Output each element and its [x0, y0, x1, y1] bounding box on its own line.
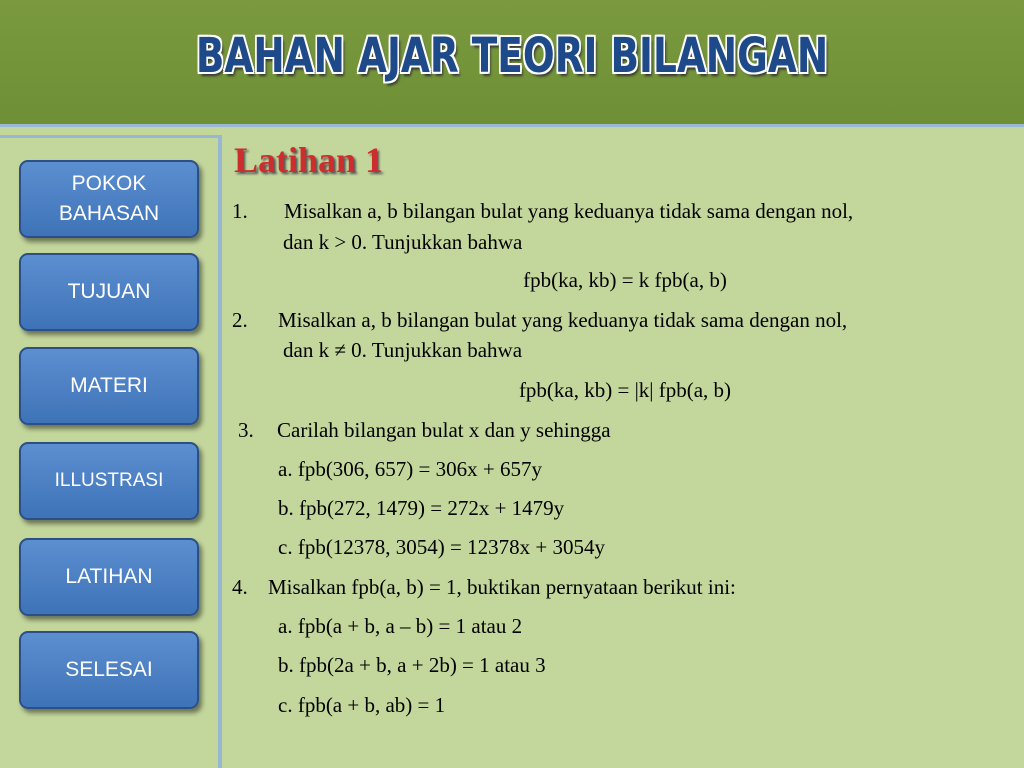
nav-button-tujuan[interactable] — [19, 253, 199, 331]
question-number: 1. — [232, 199, 248, 223]
question-text: Carilah bilangan bulat x dan y sehingga — [277, 418, 611, 442]
nav-button-pokok-bahasan[interactable] — [19, 160, 199, 238]
sidebar — [0, 135, 222, 768]
formula: fpb(ka, kb) = k fpb(a, b) — [523, 268, 727, 292]
nav-button-selesai[interactable] — [19, 631, 199, 709]
nav-button-materi[interactable] — [19, 347, 199, 425]
sub-question: c. fpb(12378, 3054) = 12378x + 3054y — [278, 535, 605, 559]
sub-question: b. fpb(2a + b, a + 2b) = 1 atau 3 — [278, 653, 546, 677]
nav-button-latihan[interactable] — [19, 538, 199, 616]
nav-label: TUJUAN — [67, 280, 151, 303]
page-title: BAHAN AJAR TEORI BILANGAN — [195, 28, 829, 84]
question-number: 3. — [238, 418, 254, 442]
question-text: dan k ≠ 0. Tunjukkan bahwa — [283, 338, 523, 362]
section-title: Latihan 1 — [234, 140, 384, 180]
sub-question: a. fpb(a + b, a – b) = 1 atau 2 — [278, 614, 523, 638]
nav-label: SELESAI — [65, 658, 153, 681]
nav-label: ILLUSTRASI — [54, 470, 164, 491]
nav-label-line1: POKOK — [71, 172, 147, 195]
header-bar — [0, 0, 1024, 127]
nav-label-line2: BAHASAN — [58, 202, 160, 225]
sub-question: b. fpb(272, 1479) = 272x + 1479y — [278, 496, 565, 520]
question-text: Misalkan a, b bilangan bulat yang keduanya tidak sama dengan nol, — [278, 308, 848, 332]
question-number: 4. — [232, 575, 248, 599]
sub-question: a. fpb(306, 657) = 306x + 657y — [278, 457, 542, 481]
question-text: Misalkan fpb(a, b) = 1, buktikan pernyataan berikut ini: — [268, 575, 736, 599]
sub-question: c. fpb(a + b, ab) = 1 — [278, 693, 446, 717]
question-text: dan k > 0. Tunjukkan bahwa — [283, 230, 523, 254]
nav-button-illustrasi[interactable] — [19, 442, 199, 520]
nav-label: MATERI — [70, 374, 148, 397]
nav-label: LATIHAN — [65, 565, 153, 588]
formula: fpb(ka, kb) = |k| fpb(a, b) — [518, 378, 732, 402]
question-number: 2. — [232, 308, 248, 332]
content-area — [226, 135, 1024, 768]
question-text: Misalkan a, b bilangan bulat yang keduanya tidak sama dengan nol, — [284, 199, 854, 223]
